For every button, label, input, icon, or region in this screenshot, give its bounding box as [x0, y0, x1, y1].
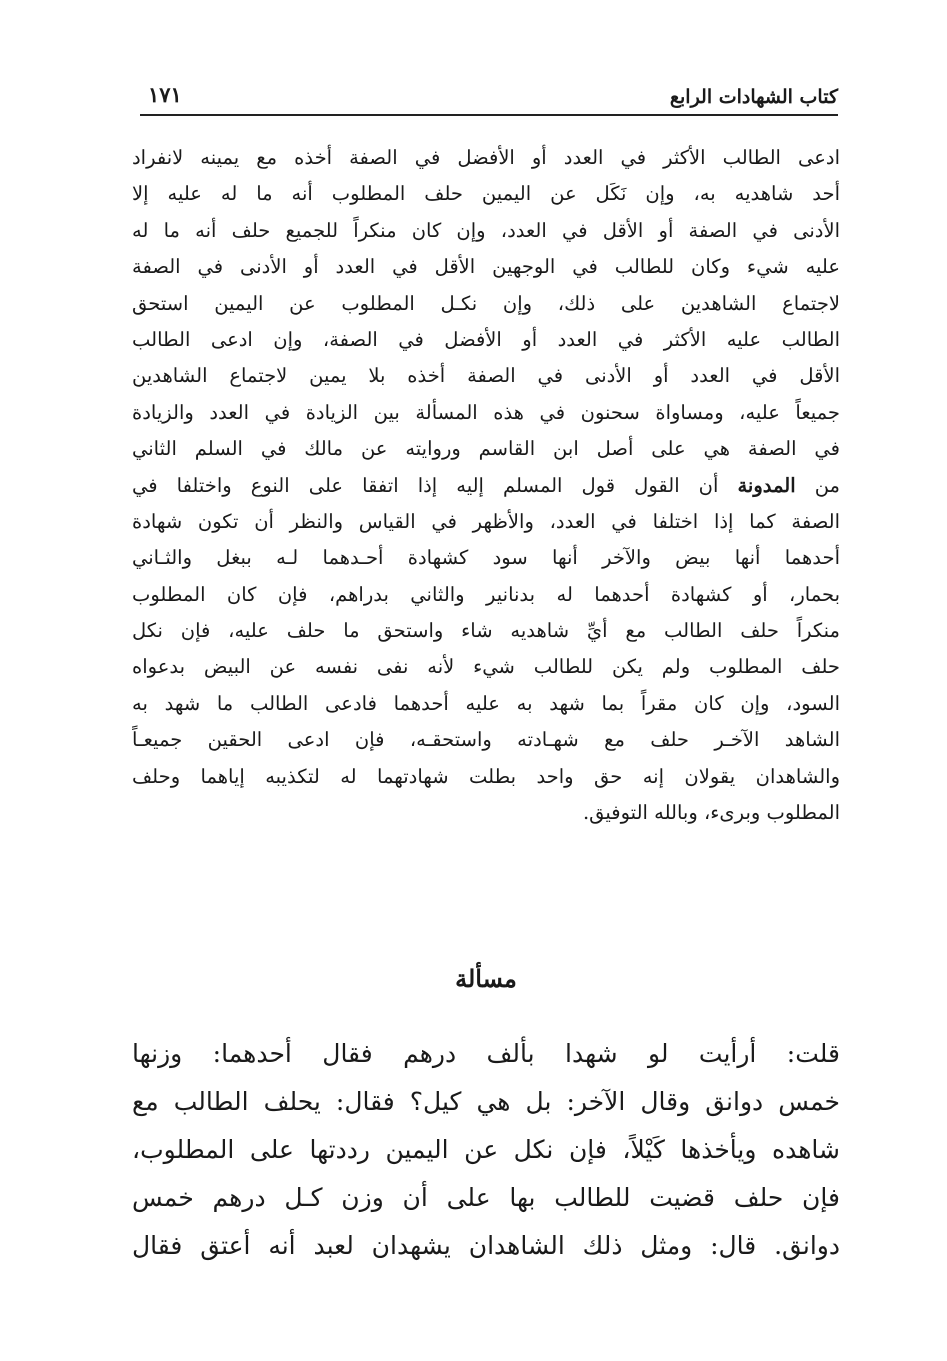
text-line: عليه شيء وكان للطالب في الوجهين الأقل في العدد أو الأدنى في الصفة	[132, 255, 840, 279]
text-line: لاجتماع الشاهدين على ذلك، وإن نكـل المطلوب عن اليمين استحق	[132, 291, 840, 315]
text-line: الأقل في العدد أو الأدنى في الصفة أخذه بلا يمين لاجتماع الشاهدين	[132, 364, 840, 388]
text-line: بحمار، أو كشهادة أحدهما له بدنانير والثاني بدراهم، فإن كان المطلوب	[132, 582, 840, 606]
text-line: الشاهد الآخـر حلف مع شهـادته واستحقـه، فإن ادعى الحقين جميعـاً	[132, 728, 840, 752]
header-divider	[140, 114, 838, 116]
text-line: في الصفة هي على أصل ابن القاسم وروايته عن مالك في السلم الثاني	[132, 437, 840, 461]
running-header	[140, 72, 838, 116]
line-rest: أن القول قول المسلم إليه إذا اتفقا على النوع واختلفا في	[132, 473, 738, 497]
question-line: دوانق. قال: ومثل ذلك الشاهدان يشهدان لعبد أنه أعتق فقال	[132, 1231, 840, 1260]
text-line: الصفة كما إذا اختلفا في العدد، والأظهر في القياس والنظر أن تكون شهادة	[132, 509, 840, 533]
text-line: والشاهدان يقولان إنه حق واحد بطلت شهادتهما له لتكذيبه إياهما وحلف	[132, 764, 840, 788]
main-text	[132, 140, 840, 831]
text-line-with-term	[132, 468, 840, 504]
text-line: الطالب عليه الأكثر في العدد أو الأفضل في الصفة، وإن ادعى الطالب	[132, 327, 840, 351]
text-line: جميعاً عليه، ومساواة سحنون في هذه المسألة بين الزيادة في العدد والزيادة	[132, 400, 840, 424]
text-line: أحد شاهديه به، وإن نَكَل عن اليمين حلف المطلوب أنه ما له عليه إلا	[132, 182, 840, 206]
question-line: خمس دوانق وقال الآخر: بل هي كيل؟ فقال: يحلف الطالب مع	[132, 1087, 840, 1116]
line-prefix: من	[795, 473, 840, 497]
bold-term-mudawwana: المدونة	[737, 473, 796, 497]
page-number: ١٧١	[148, 82, 182, 107]
text-line: منكراً حلف الطالب مع أيِّ شاهديه شاء واستحق ما حلف عليه، فإن نكل	[132, 619, 840, 643]
question-line: قلت: أرأيت لو شهدا بألف درهم فقال أحدهما: وزنها	[132, 1039, 840, 1068]
text-line: ادعى الطالب الأكثر في العدد أو الأفضل في الصفة أخذه مع يمينه لانفراد	[132, 146, 840, 169]
text-line: السود، وإن كان مقراً بما شهد به عليه أحدهما فادعى الطالب ما شهد به	[132, 691, 840, 715]
text-line: الأدنى في الصفة أو الأقل في العدد، وإن كان منكراً للجميع حلف أنه ما له	[132, 218, 840, 242]
question-text	[132, 1030, 840, 1270]
text-line: حلف المطلوب ولم يكن للطالب شيء لأنه نفى نفسه عن البيض بدعواه	[132, 655, 840, 679]
section-heading: مسألة	[455, 964, 517, 993]
text-line: المطلوب وبرىء، وبالله التوفيق.	[582, 801, 840, 825]
text-line: أحدهما أنها بيض والآخر أنها سود كشهادة أحـدهما لـه ببغل والثـاني	[132, 546, 840, 570]
book-title: كتاب الشهادات الرابع	[669, 86, 838, 108]
question-line: شاهده ويأخذها كَيْلاً، فإن نكل عن اليمين رددتها على المطلوب،	[132, 1135, 840, 1164]
question-line: فإن حلف قضيت للطالب بها على أن وزن كـل درهم خمس	[132, 1183, 840, 1212]
